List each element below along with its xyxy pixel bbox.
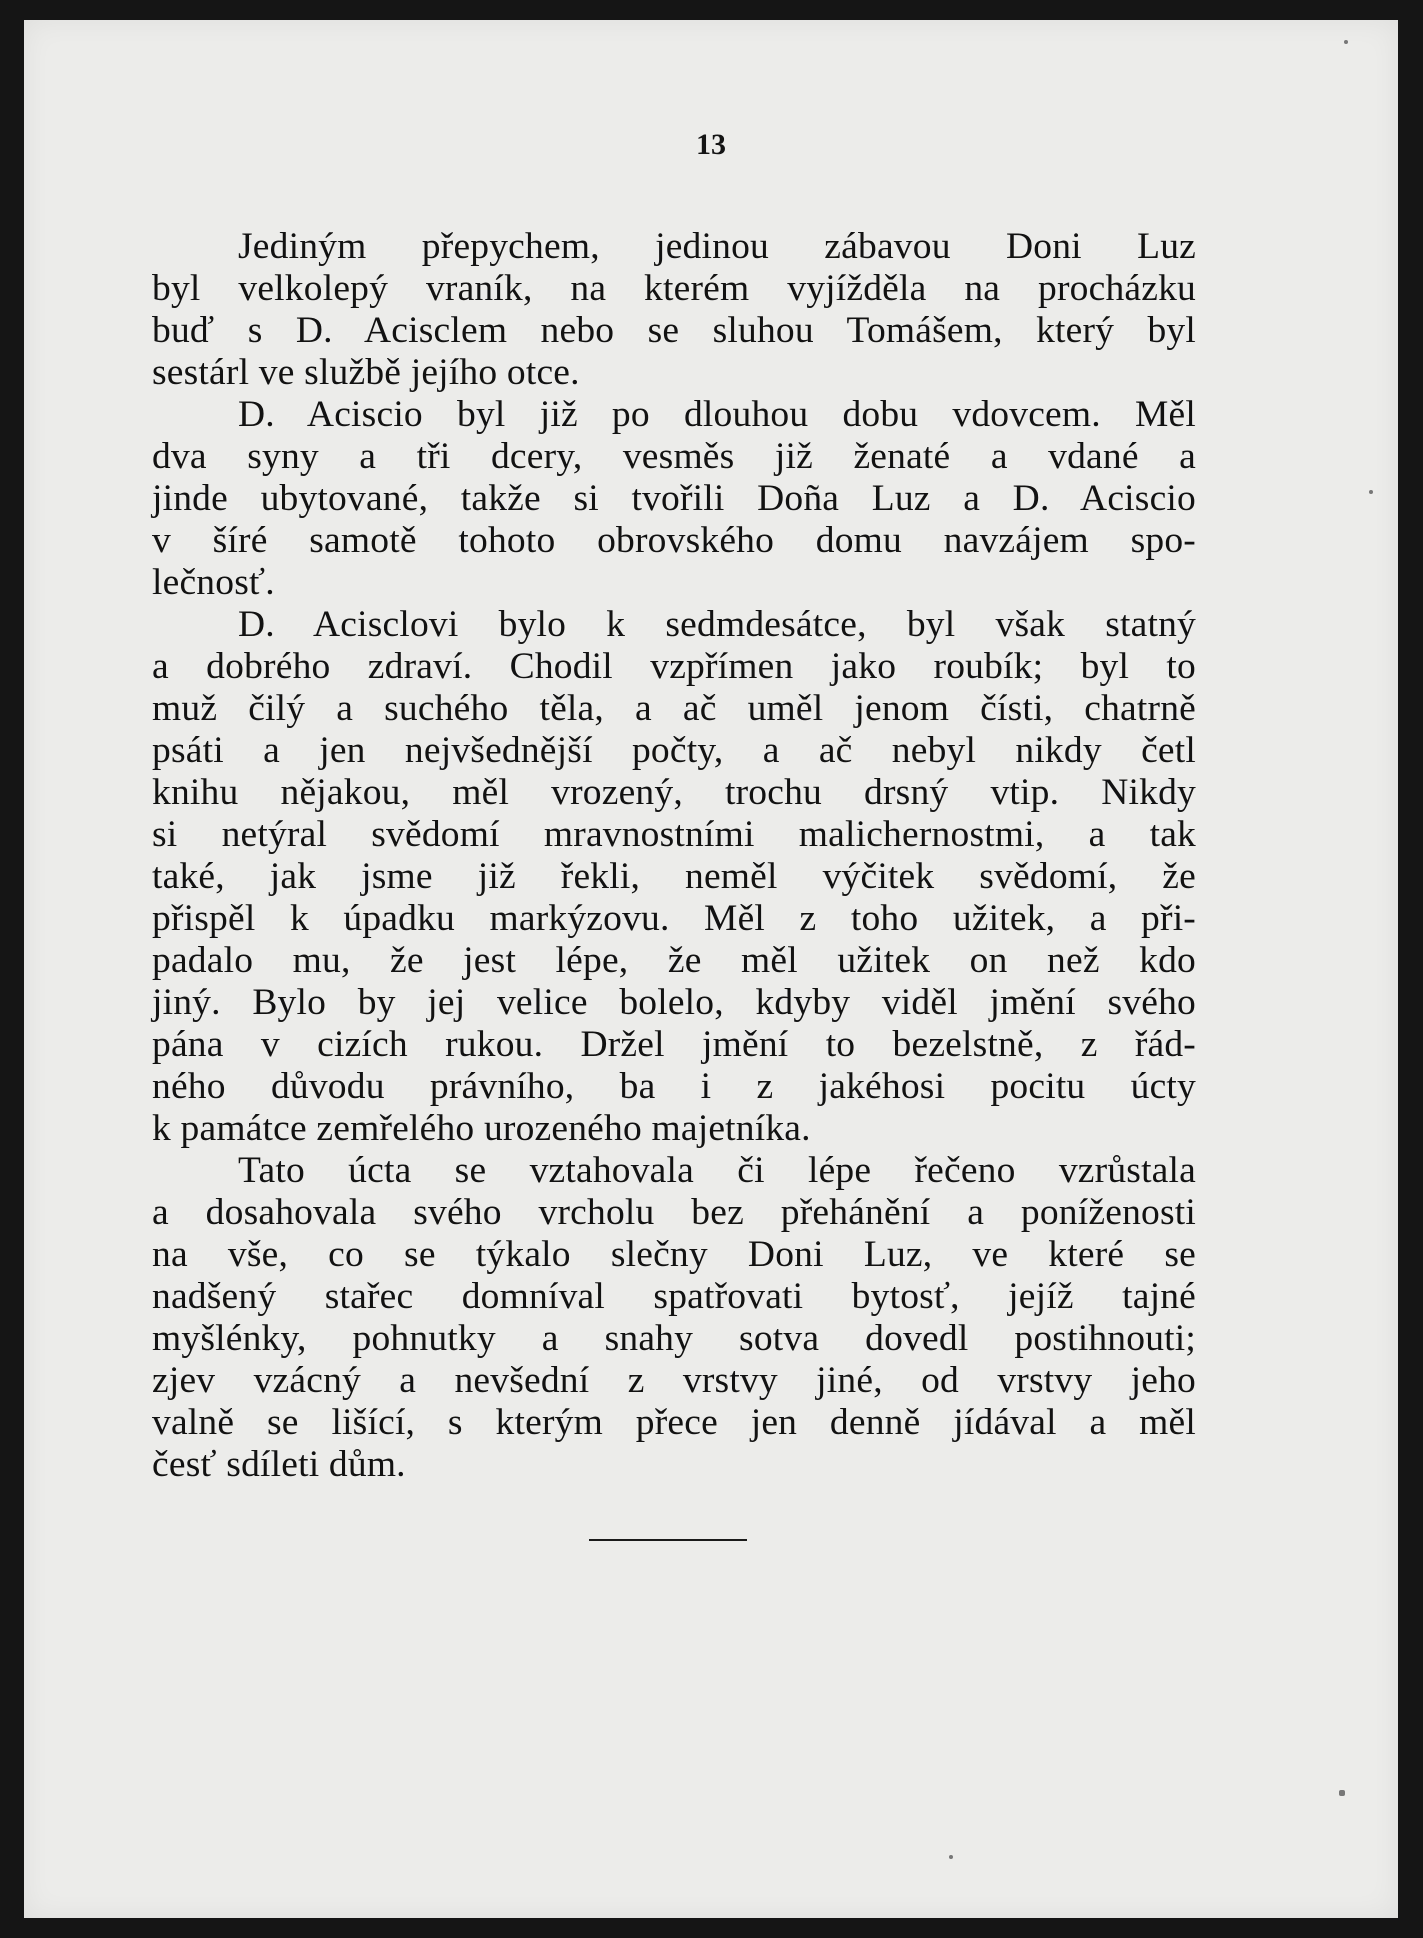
text-line: lečnosť. xyxy=(152,562,275,603)
text-line: jinde ubytované, takže si tvořili Doña Luz a D. Aciscio xyxy=(152,478,1196,519)
text-line: myšlénky, pohnutky a snahy sotva dovedl postihnouti; xyxy=(152,1318,1196,1359)
text-line: zjev vzácný a nevšední z vrstvy jiné, od vrstvy jeho xyxy=(152,1360,1196,1401)
dust-speck xyxy=(1369,490,1373,494)
text-line: si netýral svědomí mravnostními malichernostmi, a tak xyxy=(152,814,1196,855)
text-line: padalo mu, že jest lépe, že měl užitek on než kdo xyxy=(152,940,1196,981)
text-line: pána v cizích rukou. Držel jmění to bezelstně, z řád- xyxy=(152,1024,1196,1065)
text-line: na vše, co se týkalo slečny Doni Luz, ve které se xyxy=(152,1234,1196,1275)
text-line: Jediným přepychem, jedinou zábavou Doni Luz xyxy=(238,226,1196,267)
end-rule xyxy=(589,1539,747,1541)
text-line: k památce zemřelého urozeného majetníka. xyxy=(152,1108,811,1149)
text-line: Tato úcta se vztahovala či lépe řečeno vzrůstala xyxy=(238,1150,1196,1191)
text-line: valně se lišící, s kterým přece jen denně jídával a měl xyxy=(152,1402,1196,1443)
dust-speck xyxy=(1344,40,1348,44)
text-line: ného důvodu právního, ba i z jakéhosi pocitu úcty xyxy=(152,1066,1196,1107)
text-line: sestárl ve službě jejího otce. xyxy=(152,352,580,393)
text-line: muž čilý a suchého těla, a ač uměl jenom čísti, chatrně xyxy=(152,688,1196,729)
dust-speck xyxy=(949,1855,953,1859)
text-line: buď s D. Acisclem nebo se sluhou Tomášem, který byl xyxy=(152,310,1196,351)
text-line: také, jak jsme již řekli, neměl výčitek svědomí, že xyxy=(152,856,1196,897)
text-line: a dobrého zdraví. Chodil vzpřímen jako roubík; byl to xyxy=(152,646,1196,687)
text-line: česť sdíleti dům. xyxy=(152,1444,406,1485)
text-line: byl velkolepý vraník, na kterém vyjížděla na procházku xyxy=(152,268,1196,309)
text-line: přispěl k úpadku markýzovu. Měl z toho užitek, a při- xyxy=(152,898,1196,939)
text-line: jiný. Bylo by jej velice bolelo, kdyby viděl jmění svého xyxy=(152,982,1196,1023)
book-page xyxy=(24,20,1398,1918)
text-line: dva syny a tři dcery, vesměs již ženaté a vdané a xyxy=(152,436,1196,477)
text-line: a dosahovala svého vrcholu bez přehánění a poníženosti xyxy=(152,1192,1196,1233)
text-line: D. Aciscio byl již po dlouhou dobu vdovcem. Měl xyxy=(238,394,1196,435)
text-line: psáti a jen nejvšednější počty, a ač nebyl nikdy četl xyxy=(152,730,1196,771)
text-line: knihu nějakou, měl vrozený, trochu drsný vtip. Nikdy xyxy=(152,772,1196,813)
text-line: D. Acisclovi bylo k sedmdesátce, byl však statný xyxy=(238,604,1196,645)
text-line: v šíré samotě tohoto obrovského domu navzájem spo- xyxy=(152,520,1196,561)
dust-speck xyxy=(1339,1790,1345,1796)
page-number: 13 xyxy=(696,128,726,161)
text-line: nadšený stařec domníval spatřovati bytosť, jejíž tajné xyxy=(152,1276,1196,1317)
